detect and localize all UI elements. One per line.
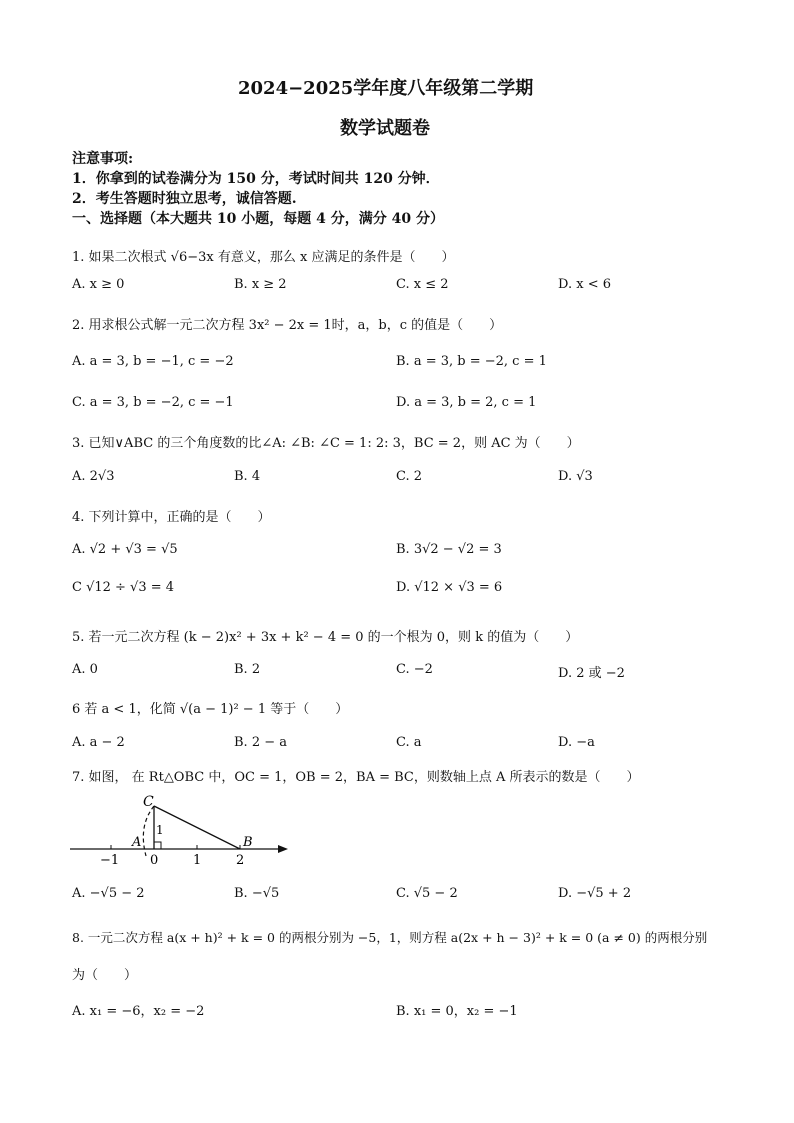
q3-option-b: B. 4 [234, 469, 261, 484]
tick-label-neg1: −1 [100, 853, 120, 868]
q5-option-c: C. −2 [396, 662, 433, 677]
question-1-stem: 1. 如果二次根式 √6−3x 有意义，那么 x 应满足的条件是（ ） [72, 250, 455, 265]
q7-option-d: D. −√5 + 2 [558, 886, 632, 901]
q2-option-a: A. a = 3, b = −1, c = −2 [72, 354, 234, 369]
q4-option-c: C √12 ÷ √3 = 4 [72, 580, 175, 595]
q1-option-c: C. x ≤ 2 [396, 277, 449, 292]
q5-option-b: B. 2 [234, 662, 261, 677]
q1-option-d: D. x < 6 [558, 277, 611, 292]
question-3-stem: 3. 已知∨ABC 的三个角度数的比∠A: ∠B: ∠C = 1: 2: 3，BC = 2，则 AC 为（ ） [72, 436, 580, 451]
question-6-stem: 6 若 a < 1，化简 √(a − 1)² − 1 等于（ ） [72, 702, 349, 717]
q3-option-a: A. 2√3 [72, 469, 115, 484]
number-line-triangle-figure [66, 790, 296, 870]
q5-option-d: D. 2 或 −2 [558, 666, 625, 681]
q7-option-b: B. −√5 [234, 886, 280, 901]
question-4-stem: 4. 下列计算中，正确的是（ ） [72, 510, 271, 525]
question-8-stem: 8. 一元二次方程 a(x + h)² + k = 0 的两根分别为 −5，1，则方程 a(2x + h − 3)² + k = 0 (a ≠ 0) 的两根分别 [72, 930, 708, 945]
note-item-2: 2．考生答题时独立思考，诚信答题. [72, 191, 297, 207]
q6-option-c: C. a [396, 735, 422, 750]
q1-option-b: B. x ≥ 2 [234, 277, 287, 292]
q2-option-c: C. a = 3, b = −2, c = −1 [72, 395, 234, 410]
q3-option-c: C. 2 [396, 469, 423, 484]
q1-option-a: A. x ≥ 0 [72, 277, 125, 292]
right-angle-mark [154, 842, 161, 849]
q3-option-d: D. √3 [558, 469, 593, 484]
notes-heading: 注意事项: [72, 151, 134, 167]
q4-option-d: D. √12 × √3 = 6 [396, 580, 503, 595]
tick-label-1: 1 [193, 853, 202, 868]
question-5-stem: 5. 若一元二次方程 (k − 2)x² + 3x + k² − 4 = 0 的一个根为 0，则 k 的值为（ ） [72, 630, 579, 645]
q6-option-b: B. 2 − a [234, 735, 287, 750]
question-2-stem: 2. 用求根公式解一元二次方程 3x² − 2x = 1时，a，b，c 的值是（ ） [72, 318, 503, 333]
q7-option-a: A. −√5 − 2 [72, 886, 145, 901]
tick-label-2: 2 [236, 853, 245, 868]
q6-option-d: D. −a [558, 735, 595, 750]
q2-option-d: D. a = 3, b = 2, c = 1 [396, 395, 537, 410]
q4-option-a: A. √2 + √3 = √5 [72, 542, 178, 557]
q5-option-a: A. 0 [72, 662, 98, 677]
note-item-1: 1．你拿到的试卷满分为 150 分，考试时间共 120 分钟． [72, 171, 440, 187]
segment-cb [154, 806, 240, 849]
exam-subtitle: 数学试题卷 [340, 118, 430, 139]
question-8-stem-continued: 为（ ） [72, 968, 138, 983]
point-c-label: C [143, 794, 154, 810]
q8-option-b: B. x₁ = 0，x₂ = −1 [396, 1004, 518, 1019]
tick-label-0: 0 [150, 853, 159, 868]
q2-option-b: B. a = 3, b = −2, c = 1 [396, 354, 547, 369]
exam-title: 2024−2025学年度八年级第二学期 [238, 78, 534, 99]
q6-option-a: A. a − 2 [72, 735, 125, 750]
q4-option-b: B. 3√2 − √2 = 3 [396, 542, 502, 557]
number-line-arrow [278, 845, 288, 853]
q8-option-a: A. x₁ = −6，x₂ = −2 [72, 1004, 205, 1019]
question-7-stem: 7. 如图， 在 Rt△OBC 中，OC = 1，OB = 2，BA = BC，则数轴上点 A 所表示的数是（ ） [72, 770, 640, 785]
length-one-label: 1 [156, 823, 164, 837]
q7-option-c: C. √5 − 2 [396, 886, 458, 901]
point-a-label: A [132, 835, 142, 850]
point-b-label: B [243, 835, 253, 850]
section-heading: 一、选择题（本大题共 10 小题，每题 4 分，满分 40 分） [72, 211, 444, 227]
